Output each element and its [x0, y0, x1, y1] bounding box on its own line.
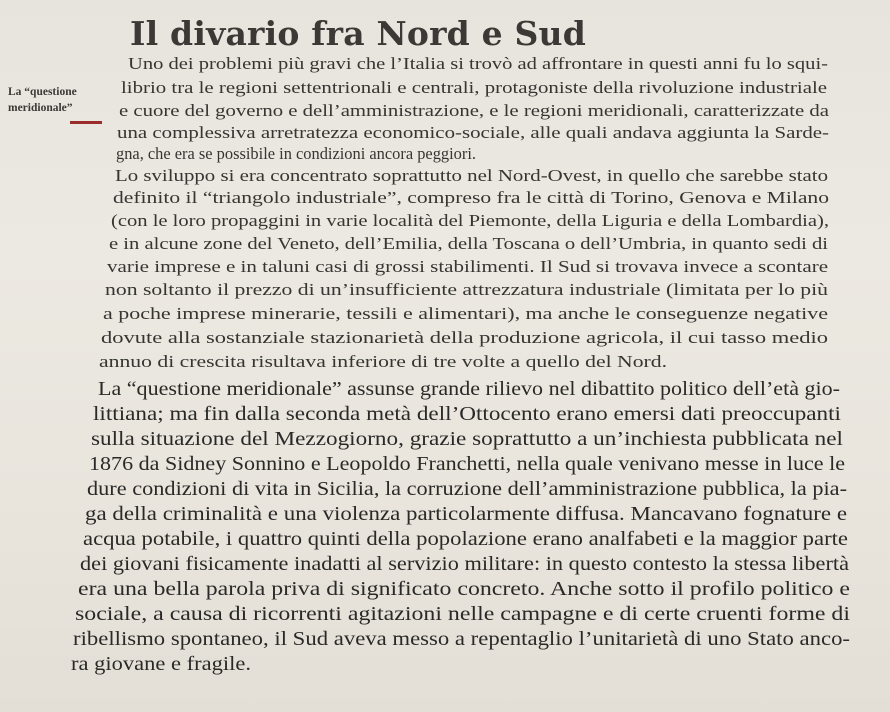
small-text-line-10: varie imprese e in taluni casi di grossi stabilimenti. Il Sud si trovava invece a scontare [107, 257, 829, 276]
small-text-line-5: gna, che era se possibile in condizioni ancora peggiori. [116, 144, 476, 163]
large-text-line-6: ga della criminalità e una violenza particolarmente diffusa. Mancavano fognature e [85, 504, 848, 525]
small-text-line-13: dovute alla sostanziale stazionarietà della produzione agricola, il cui tasso medio [101, 328, 828, 347]
small-text-line-8: (con le loro propaggini in varie località del Piemonte, della Liguria e della Lombardia), [111, 211, 829, 230]
small-text-line-4: una complessiva arretratezza economico-sociale, alle quali andava aggiunta la Sarde- [117, 123, 830, 142]
small-text-line-7: definito il “triangolo industriale”, compreso fra le città di Torino, Genova e Milano [113, 188, 830, 207]
large-text-line-7: acqua potabile, i quattro quinti della popolazione erano analfabeti e la maggior parte [83, 529, 849, 550]
small-text-line-1: Uno dei problemi più gravi che l’Italia si trovò ad affrontare in questi anni fu lo squi- [128, 54, 828, 73]
small-text-line-9: e in alcune zone del Veneto, dell’Emilia, della Toscana o dell’Umbria, in quanto sedi di [109, 234, 828, 253]
large-text-line-12: ra giovane e fragile. [71, 654, 252, 675]
large-text-line-1: La “questione meridionale” assunse grande rilievo nel dibattito politico dell’età gio- [98, 379, 841, 400]
small-text-line-12: a poche imprese minerarie, tessili e alimentari), ma anche le conseguenze negative [103, 304, 828, 323]
large-text-line-10: sociale, a causa di ricorrenti agitazioni nelle campagne e di certe cruenti forme di [75, 604, 851, 625]
large-text-line-11: ribellismo spontaneo, il Sud aveva messo a repentaglio l’unitarietà di uno Stato anco- [73, 629, 851, 650]
margin-label-line-2: meridionale” [8, 102, 73, 114]
page-title: Il divario fra Nord e Sud [130, 14, 587, 53]
large-text-line-4: 1876 da Sidney Sonnino e Leopoldo Franchetti, nella quale venivano messe in luce le [89, 454, 846, 475]
large-text-line-3: sulla situazione del Mezzogiorno, grazie soprattutto a un’inchiesta pubblicata nel [91, 429, 843, 450]
small-text-line-3: e cuore del governo e dell’amministrazione, e le regioni meridionali, caratterizzate da [119, 101, 829, 120]
margin-label-line-1: La “questione [8, 86, 77, 98]
large-text-line-9: era una bella parola priva di significato concreto. Anche sotto il profilo politico e [78, 579, 851, 600]
large-text-line-8: dei giovani fisicamente inadatti al servizio militare: in questo contesto la stessa libertà [80, 554, 850, 575]
small-text-line-2: librio tra le regioni settentrionali e centrali, protagoniste della rivoluzione industriale [121, 78, 828, 97]
large-text-line-5: dure condizioni di vita in Sicilia, la corruzione dell’amministrazione pubblica, la pia- [87, 479, 848, 500]
small-text-line-6: Lo sviluppo si era concentrato soprattutto nel Nord-Ovest, in quello che sarebbe stato [115, 166, 829, 185]
small-text-line-14: annuo di crescita risultava inferiore di tre volte a quello del Nord. [99, 352, 668, 371]
large-text-line-2: littiana; ma fin dalla seconda metà dell’Ottocento erano emersi dati preoccupanti [93, 404, 841, 425]
small-text-line-11: non soltanto il prezzo di un’insufficiente attrezzatura industriale (limitata per lo più [105, 280, 829, 299]
